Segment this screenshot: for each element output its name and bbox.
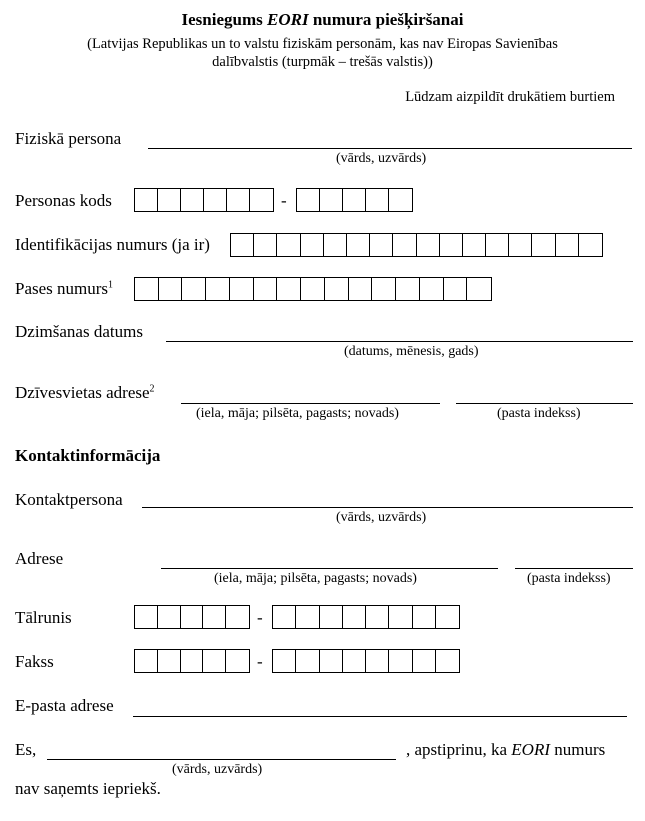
residence-address-line[interactable] (181, 403, 440, 404)
subtitle-line-1: (Latvijas Republikas un to valstu fiziskām personām, kas nav Eiropas Savienības (87, 36, 558, 52)
contact-postcode-hint: (pasta indekss) (527, 571, 611, 586)
person-code-part1-boxes[interactable] (134, 188, 274, 212)
declaration-prefix: Es, (15, 740, 37, 759)
id-number-label: Identifikācijas numurs (ja ir) (15, 235, 210, 254)
fax-label: Fakss (15, 652, 54, 671)
person-code-part2-boxes[interactable] (296, 188, 413, 212)
contact-person-line[interactable] (142, 507, 633, 508)
instruction-text: Lūdzam aizpildīt drukātiem burtiem (405, 89, 615, 105)
person-name-line[interactable] (148, 148, 632, 149)
contact-postcode-line[interactable] (515, 568, 633, 569)
form-title: Iesniegums EORI numura piešķiršanai (181, 10, 464, 29)
contact-address-label: Adrese (15, 549, 64, 568)
person-code-label: Personas kods (15, 191, 112, 210)
email-line[interactable] (133, 716, 627, 717)
residence-postcode-line[interactable] (456, 403, 633, 404)
phone-separator: - (257, 608, 263, 627)
fax-number-boxes[interactable] (272, 649, 460, 673)
residence-address-label: Dzīvesvietas adrese$^2$ (15, 383, 155, 402)
birth-date-label: Dzimšanas datums (15, 322, 143, 341)
id-number-boxes[interactable] (230, 233, 603, 257)
passport-footnote-mark: 1 (108, 279, 114, 291)
declaration-name-hint: (vārds, uzvārds) (172, 762, 263, 777)
contact-address-line[interactable] (161, 568, 498, 569)
fax-prefix-boxes[interactable] (134, 649, 250, 673)
phone-number-boxes[interactable] (272, 605, 460, 629)
subtitle-line-2: dalībvalstis (turpmāk – trešās valstis)) (212, 54, 433, 70)
person-name-hint: (vārds, uzvārds) (336, 151, 427, 166)
phone-label: Tālrunis (15, 608, 72, 627)
contact-person-label: Kontaktpersona (15, 490, 123, 509)
fax-separator: - (257, 652, 263, 671)
address-footnote-mark: 2 (149, 383, 155, 395)
email-label: E-pasta adrese (15, 696, 114, 715)
person-code-separator: - (281, 191, 287, 210)
birth-date-hint: (datums, mēnesis, gads) (344, 344, 479, 359)
declaration-line-2: nav saņemts iepriekš. (15, 779, 161, 798)
passport-label: Pases numurs$^1$ (15, 279, 114, 298)
contact-section-title: Kontaktinformācija (15, 446, 161, 465)
birth-date-line[interactable] (166, 341, 633, 342)
contact-person-hint: (vārds, uzvārds) (336, 510, 427, 525)
residence-address-hint: (iela, māja; pilsēta, pagasts; novads) (196, 406, 399, 421)
contact-address-hint: (iela, māja; pilsēta, pagasts; novads) (214, 571, 417, 586)
declaration-text: , apstiprinu, ka EORI numurs (406, 740, 606, 759)
declaration-name-line[interactable] (47, 759, 396, 760)
residence-postcode-hint: (pasta indekss) (497, 406, 581, 421)
phone-prefix-boxes[interactable] (134, 605, 250, 629)
person-name-label: Fiziskā persona (15, 129, 122, 148)
passport-number-boxes[interactable] (134, 277, 492, 301)
